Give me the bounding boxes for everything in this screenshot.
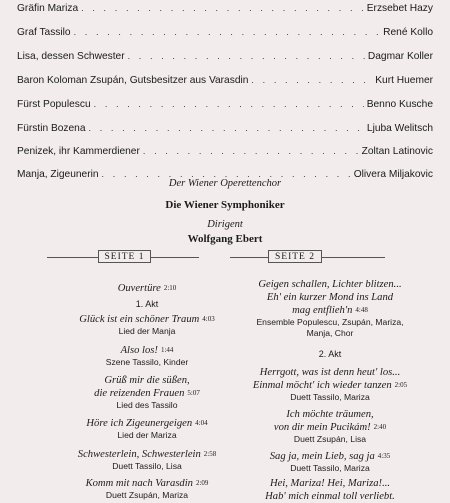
track-subtitle: Duett Tassilo, Lisa: [112, 461, 182, 471]
cast-row: [17, 99, 433, 115]
track: [230, 366, 430, 403]
track: [230, 278, 430, 339]
divider: [230, 257, 268, 258]
leader-dots: [74, 27, 381, 37]
leader-dots: [89, 123, 364, 133]
track-time: 4:03: [202, 315, 215, 323]
cast-artist: Dagmar Koller: [367, 51, 433, 62]
track-subtitle: Duett Tassilo, Mariza: [290, 463, 370, 473]
cast-artist: Kurt Huemer: [375, 75, 433, 86]
conductor-label: Dirigent: [207, 219, 243, 230]
track-subtitle: Szene Tassilo, Kinder: [105, 357, 189, 367]
act-heading: 1. Akt: [135, 299, 159, 309]
track-title-line2: die reizenden Frauen: [94, 388, 185, 399]
track-title: Ouvertüre: [117, 283, 161, 294]
track-title: Glück ist ein schöner Traum: [79, 314, 200, 325]
track-time: 4:48: [355, 306, 368, 314]
track: [230, 477, 430, 503]
track: [47, 278, 247, 296]
cast-role: Baron Koloman Zsupán, Gutsbesitzer aus Varasdin: [17, 75, 249, 86]
cast-artist: Olivera Miljakovic: [353, 169, 433, 180]
chorus-credit: Der Wiener Operettenchor: [168, 178, 282, 189]
track-title: Herrgott, was ist denn heut' los...: [259, 367, 401, 378]
track-subtitle: Duett Zsupán, Mariza: [105, 490, 189, 500]
cast-row: [17, 146, 433, 162]
track-time: 2:09: [195, 479, 209, 487]
track-title: Ich möchte träumen,: [286, 409, 374, 420]
track-subtitle: Lied der Mariza: [117, 430, 177, 440]
cast-role: Graf Tassilo: [17, 27, 71, 38]
track-subtitle: Duett Zsupán, Lisa: [293, 434, 367, 444]
track-title: Hei, Mariza! Hei, Mariza!...: [269, 478, 391, 489]
track-time: 4:04: [195, 419, 208, 427]
track-subtitle: Duett Tassilo, Mariza: [290, 392, 370, 402]
act-heading: 2. Akt: [318, 349, 342, 359]
track-title: Sag ja, mein Lieb, sag ja: [269, 451, 375, 462]
track: [230, 408, 430, 445]
side1-label: SEITE 1: [98, 250, 151, 263]
cast-role: Fürst Populescu: [17, 99, 91, 110]
track-title-line2: Eh' ein kurzer Mond ins Land: [266, 292, 394, 303]
track: [47, 417, 247, 441]
orchestra-credit: Die Wiener Symphoniker: [165, 199, 285, 211]
cast-role: Lisa, dessen Schwester: [17, 51, 125, 62]
leader-dots: [251, 75, 372, 85]
track: [47, 344, 247, 368]
track-title: Höre ich Zigeunergeigen: [86, 418, 193, 429]
track-title-line3: mag entflieh'n: [292, 305, 353, 316]
divider: [47, 257, 98, 258]
track-subtitle: Ensemble Populescu, Zsupán, Mariza,: [256, 317, 404, 327]
cast-role: Penizek, ihr Kammerdiener: [17, 146, 140, 157]
leader-dots: [128, 51, 365, 61]
side2-label: SEITE 2: [268, 250, 322, 263]
leader-dots: [94, 99, 364, 109]
cast-role: Fürstin Bozena: [17, 123, 86, 134]
track: [230, 450, 430, 474]
cast-artist: Ljuba Welitsch: [366, 123, 433, 134]
track-time: 2:05: [394, 381, 408, 389]
track-title-line2: Hab' mich einmal toll verliebt.: [265, 491, 395, 502]
track-subtitle-line2: Manja, Chor: [306, 328, 354, 338]
track-time: 5:07: [187, 389, 200, 397]
track-time: 2:58: [203, 450, 217, 458]
track-subtitle: Lied des Tassilo: [116, 400, 178, 410]
cast-artist: Benno Kusche: [366, 99, 433, 110]
track: [47, 374, 247, 411]
cast-role: Manja, Zigeunerin: [17, 169, 99, 180]
cast-row: [17, 75, 433, 91]
track-time: 4:35: [377, 452, 391, 460]
track-title-line2: Einmal möcht' ich wieder tanzen: [252, 380, 392, 391]
conductor-name: Wolfgang Ebert: [187, 233, 263, 245]
cast-role: Gräfin Mariza: [17, 3, 79, 14]
track-title: Schwesterlein, Schwesterlein: [77, 449, 201, 460]
cast-artist: Erzsebet Hazy: [366, 3, 433, 14]
track-title: Geigen schallen, Lichter blitzen...: [258, 279, 402, 290]
track-title: Komm mit nach Varasdin: [85, 478, 193, 489]
cast-artist: Zoltan Latinovic: [361, 146, 433, 157]
track-time: 2:10: [163, 284, 177, 292]
track-subtitle: Lied der Manja: [118, 326, 176, 336]
cast-row: [17, 123, 433, 139]
track-time: 1:44: [160, 346, 174, 354]
track: [47, 448, 247, 472]
track-title: Grüß mir die süßen,: [104, 375, 190, 386]
cast-row: [17, 51, 433, 67]
leader-dots: [143, 146, 359, 156]
track: [47, 313, 247, 337]
leader-dots: [81, 3, 364, 13]
cast-row: [17, 3, 433, 19]
cast-artist: René Kollo: [383, 27, 433, 38]
cast-row: [17, 27, 433, 43]
divider: [322, 257, 385, 258]
track-time: 2:40: [373, 423, 387, 431]
divider: [151, 257, 199, 258]
track-title-line2: von dir mein Pucikám!: [273, 422, 371, 433]
track: [47, 477, 247, 501]
track-title: Also los!: [120, 345, 158, 356]
